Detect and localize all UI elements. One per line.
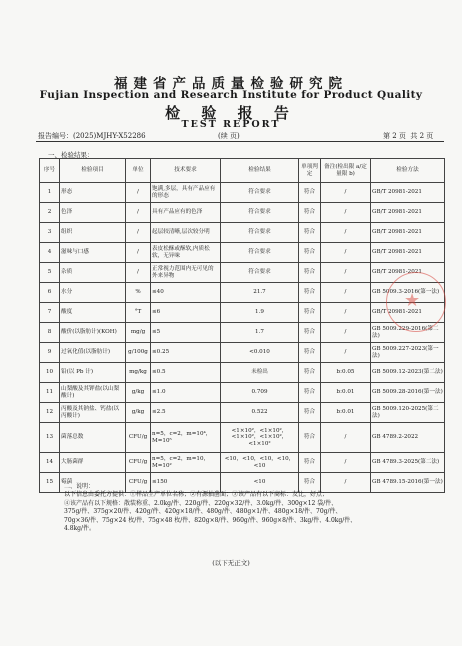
- table-cell: 0.522: [221, 403, 299, 423]
- table-cell: /: [321, 203, 371, 223]
- table-cell: /: [321, 453, 371, 473]
- table-row: [40, 363, 445, 383]
- table-row: [40, 343, 445, 363]
- table-cell: 12: [40, 403, 60, 423]
- table-cell: GB/T 20981-2021: [371, 223, 445, 243]
- table-cell: 大肠菌群: [60, 453, 126, 473]
- table-cell: /: [321, 473, 371, 493]
- table-cell: 起层较清晰,层次较分明: [151, 223, 221, 243]
- table-cell: <10，<10，<10，<10，<10: [221, 453, 299, 473]
- table-row: [40, 323, 445, 343]
- table-cell: 丙酸及其钠盐、钙盐(以丙酸计): [60, 403, 126, 423]
- table-cell: 正常视力范围内无可见的外来异物: [151, 263, 221, 283]
- table-cell: GB 4789.15-2016(第一法): [371, 473, 445, 493]
- table-cell: 15: [40, 473, 60, 493]
- table-cell: 2: [40, 203, 60, 223]
- table-cell: ≤0.25: [151, 343, 221, 363]
- col-header: 备注(检出限 a/定量限 b): [321, 159, 371, 183]
- table-cell: 1.7: [221, 323, 299, 343]
- table-cell: 7: [40, 303, 60, 323]
- table-cell: /: [126, 223, 151, 243]
- results-table: [39, 158, 445, 493]
- notes-heading: 二、说明：: [64, 483, 95, 490]
- table-cell: GB 5009.28-2016(第一法): [371, 383, 445, 403]
- table-cell: ≤5: [151, 323, 221, 343]
- col-header: 序号: [40, 159, 60, 183]
- table-cell: 符合: [299, 383, 321, 403]
- notes-line: ④该产品有以下规格：散装称重、2.0kg/件、220g/件、220g×32/件、3.0kg/件、300g×12 袋/件、: [64, 499, 338, 507]
- table-cell: 0.709: [221, 383, 299, 403]
- table-cell: 符合: [299, 323, 321, 343]
- table-cell: GB 4789.3-2025(第二法): [371, 453, 445, 473]
- table-cell: /: [321, 223, 371, 243]
- col-header: 单项判定: [299, 159, 321, 183]
- table-cell: 滋味与口感: [60, 243, 126, 263]
- table-row: [40, 243, 445, 263]
- table-cell: 形态: [60, 183, 126, 203]
- table-cell: /: [126, 263, 151, 283]
- table-cell: 符合: [299, 283, 321, 303]
- table-cell: °T: [126, 303, 151, 323]
- report-number-label: 报告编号：: [38, 132, 73, 140]
- table-cell: 符合: [299, 303, 321, 323]
- table-cell: 水分: [60, 283, 126, 303]
- table-cell: <1×10²，<1×10²，<1×10²，<1×10²，<1×10²: [221, 423, 299, 453]
- table-cell: /: [321, 263, 371, 283]
- table-cell: 符合: [299, 363, 321, 383]
- table-cell: 饱满,多层，具有产品应有的形态: [151, 183, 221, 203]
- table-cell: 符合要求: [221, 203, 299, 223]
- table-cell: GB 5009.227-2023(第一法): [371, 343, 445, 363]
- table-cell: 符合: [299, 453, 321, 473]
- table-cell: GB/T 20981-2021: [371, 303, 445, 323]
- table-cell: ≤6: [151, 303, 221, 323]
- table-cell: 铅(以 Pb 计): [60, 363, 126, 383]
- table-cell: 未检出: [221, 363, 299, 383]
- table-cell: GB 5009.3-2016(第一法): [371, 283, 445, 303]
- table-row: [40, 183, 445, 203]
- table-cell: GB/T 20981-2021: [371, 203, 445, 223]
- table-row: [40, 263, 445, 283]
- table-cell: ≤2.5: [151, 403, 221, 423]
- table-cell: GB 5009.12-2023(第二法): [371, 363, 445, 383]
- notes-line: 以下信息由委托方提供：①样品生产单位名称；②有源抽凿面；③该产品有以下商标：友比，好点；: [64, 491, 329, 499]
- continuation-label: (续 页): [218, 132, 240, 140]
- report-title-cn: 检 验 报 告: [165, 104, 297, 122]
- table-cell: 4: [40, 243, 60, 263]
- table-cell: n=5，c=2，m=10，M=10²: [151, 453, 221, 473]
- table-cell: 9: [40, 343, 60, 363]
- table-cell: 3: [40, 223, 60, 243]
- table-row: [40, 223, 445, 243]
- table-cell: 符合要求: [221, 223, 299, 243]
- table-cell: 符合: [299, 343, 321, 363]
- table-cell: 符合: [299, 203, 321, 223]
- table-cell: g/kg: [126, 383, 151, 403]
- report-number-value: (2025)MJHY-X52286: [73, 132, 146, 140]
- table-cell: /: [321, 423, 371, 453]
- col-header: 检验项目: [60, 159, 126, 183]
- table-cell: ≤1.0: [151, 383, 221, 403]
- table-cell: 山梨酸及其钾盐(以山梨酸计): [60, 383, 126, 403]
- section-title: 一、检验结果：: [48, 151, 94, 159]
- table-row: [40, 203, 445, 223]
- table-cell: b:0.01: [321, 403, 371, 423]
- table-cell: 符合: [299, 403, 321, 423]
- table-cell: 10: [40, 363, 60, 383]
- table-cell: g/kg: [126, 403, 151, 423]
- table-cell: CFU/g: [126, 453, 151, 473]
- table-row: [40, 283, 445, 303]
- col-header: 检验方法: [371, 159, 445, 183]
- table-cell: GB/T 20981-2021: [371, 243, 445, 263]
- table-cell: 13: [40, 423, 60, 453]
- page-total: 共 2 页: [410, 132, 434, 140]
- table-cell: mg/kg: [126, 363, 151, 383]
- table-cell: GB 5009.120-2025(第二法): [371, 403, 445, 423]
- table-cell: <10: [221, 473, 299, 493]
- table-cell: /: [321, 283, 371, 303]
- notes-line: 4.8kg/件。: [64, 525, 96, 533]
- page-number: 第 2 页: [383, 132, 406, 140]
- table-cell: /: [321, 343, 371, 363]
- table-cell: 组织: [60, 223, 126, 243]
- table-cell: 过氧化值(以脂肪计): [60, 343, 126, 363]
- table-cell: g/100g: [126, 343, 151, 363]
- seal-star-icon: ★: [404, 290, 421, 311]
- table-row: [40, 403, 445, 423]
- table-cell: GB/T 20981-2021: [371, 183, 445, 203]
- table-cell: 杂质: [60, 263, 126, 283]
- col-header: 技术要求: [151, 159, 221, 183]
- notes-line: 70g×36/件、75g×24 枚/件、75g×48 枚/件、820g×8/件、960g/件、960g×8/件、3kg/件、4.0kg/件、: [64, 516, 357, 524]
- table-cell: 符合要求: [221, 183, 299, 203]
- table-cell: 表皮松酥或酥软,内质松软，无异味: [151, 243, 221, 263]
- table-cell: 1: [40, 183, 60, 203]
- col-header: 单位: [126, 159, 151, 183]
- table-cell: /: [126, 183, 151, 203]
- table-cell: mg/g: [126, 323, 151, 343]
- table-cell: 符合: [299, 223, 321, 243]
- table-cell: n=5，c=2，m=10⁴，M=10⁵: [151, 423, 221, 453]
- table-cell: /: [321, 303, 371, 323]
- table-cell: 6: [40, 283, 60, 303]
- table-cell: /: [321, 243, 371, 263]
- col-header: 检验结果: [221, 159, 299, 183]
- table-cell: b:0.05: [321, 363, 371, 383]
- table-cell: ≤0.5: [151, 363, 221, 383]
- table-row: [40, 303, 445, 323]
- table-cell: GB 5009.229-2016(第二法): [371, 323, 445, 343]
- table-cell: 符合要求: [221, 263, 299, 283]
- notes-line: 375g/件、375g×20/件、420g/件、420g×18/件、480g/件、480g×1/件、480g×18/件、70g/件、: [64, 508, 342, 516]
- table-row: [40, 383, 445, 403]
- table-cell: 符合: [299, 423, 321, 453]
- table-cell: 霉菌: [60, 473, 126, 493]
- table-cell: CFU/g: [126, 423, 151, 453]
- table-cell: /: [321, 183, 371, 203]
- table-cell: 菌落总数: [60, 423, 126, 453]
- table-cell: 具有产品应有的色泽: [151, 203, 221, 223]
- table-header-row: [40, 159, 445, 183]
- table-cell: 符合要求: [221, 243, 299, 263]
- table-cell: GB/T 20981-2021: [371, 263, 445, 283]
- table-cell: GB 4789.2-2022: [371, 423, 445, 453]
- table-cell: ≤150: [151, 473, 221, 493]
- institute-name-en: Fujian Inspection and Research Institute for Product Quality: [39, 89, 423, 101]
- table-cell: 酸价(以脂肪计)(KOH): [60, 323, 126, 343]
- table-row: [40, 423, 445, 453]
- header-divider: [36, 141, 444, 142]
- table-cell: <0.010: [221, 343, 299, 363]
- table-cell: 酸度: [60, 303, 126, 323]
- table-cell: 21.7: [221, 283, 299, 303]
- institute-name-cn: 福建省产品质量检验研究院: [114, 76, 348, 92]
- table-cell: %: [126, 283, 151, 303]
- table-cell: 5: [40, 263, 60, 283]
- table-cell: 符合: [299, 473, 321, 493]
- end-of-text: (以下无正文): [212, 559, 250, 567]
- table-row: [40, 453, 445, 473]
- table-cell: 8: [40, 323, 60, 343]
- table-cell: 1.9: [221, 303, 299, 323]
- notes-section: [64, 483, 426, 533]
- table-cell: 11: [40, 383, 60, 403]
- table-cell: /: [126, 243, 151, 263]
- table-cell: 14: [40, 453, 60, 473]
- table-cell: /: [321, 323, 371, 343]
- page-indicator: [383, 131, 433, 141]
- table-cell: ≤40: [151, 283, 221, 303]
- report-number: [38, 131, 146, 141]
- table-cell: 符合: [299, 263, 321, 283]
- table-cell: 色泽: [60, 203, 126, 223]
- table-cell: b:0.01: [321, 383, 371, 403]
- report-title-en: TEST REPORT: [181, 119, 281, 130]
- table-cell: /: [126, 203, 151, 223]
- table-cell: CFU/g: [126, 473, 151, 493]
- table-cell: 符合: [299, 183, 321, 203]
- table-cell: 符合: [299, 243, 321, 263]
